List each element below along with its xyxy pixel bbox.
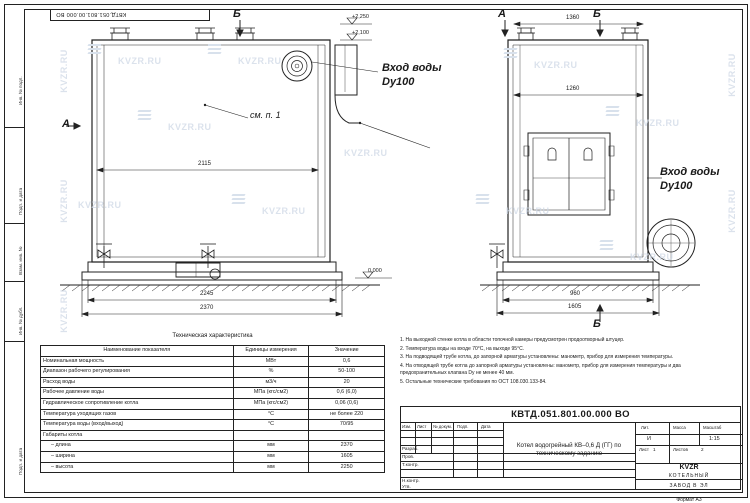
spec-value: 70/95 [309,420,385,431]
table-row [41,356,385,367]
spec-name: Габариты котла [41,430,234,441]
sheet-label: Лист [639,447,649,452]
watermark: KVZR.RU [262,206,306,216]
product-title: Котел водогрейный КВ–0,6 Д (ГГ) по техническому заданию [516,442,622,457]
head-mass: Масса [673,425,686,430]
watermark: KVZR.RU [630,252,674,262]
spec-unit [233,430,309,441]
inlet-water-dn-right: Dy100 [660,180,693,192]
table-row [41,367,385,378]
table-row [41,398,385,409]
col-list: Лист [417,424,427,429]
dim-1605: 1605 [568,304,582,310]
margin-label-2: Взам. инв. № [18,246,23,275]
spec-unit: °С [233,409,309,420]
spec-unit: % [233,367,309,378]
watermark: KVZR.RU [636,118,680,128]
inlet-water-label-right: Вход воды [660,166,720,178]
note-4: 4. На отводящей трубе котла до запорной арматуры установлены: манометр, прибор для измерения температуры и два предохранительных клапана Dy не менее 40 мм. [400,362,681,377]
spec-value: 20 [309,377,385,388]
title-block [400,406,741,503]
watermark: KVZR.RU [534,60,578,70]
table-row [41,441,385,452]
spec-name: – длина [41,441,234,452]
head-scale: Масштаб [703,425,722,430]
value-scale: 1:15 [709,436,720,442]
spec-value: 0,6 (6,0) [309,388,385,399]
dim-2115: 2115 [198,161,211,167]
watermark: KVZR.RU [118,56,162,66]
margin-label-3: Инв. № дубл. [18,306,23,335]
technical-notes [400,337,700,388]
spec-value: 1605 [309,451,385,462]
role-utv: Утв. [402,484,411,489]
sheet-no: 1 [653,447,656,452]
role-prov: Пров. [402,454,415,459]
inlet-water-label-left: Вход воды [382,62,442,74]
format-block [637,497,741,503]
role-razrab: Разраб. [402,446,419,451]
spec-unit: мм [233,462,309,473]
spec-unit: м3/ч [233,377,309,388]
table-row [41,430,385,441]
dim-1260: 1260 [566,86,580,92]
left-view-marker-a: А [62,118,70,130]
watermark: KVZR.RU [168,122,212,132]
col-data: Дата [481,424,491,429]
spec-name: Рабочее давление воды [41,388,234,399]
right-view-marker-b-top: Б [593,8,601,20]
watermark: KVZR.RU [58,289,69,333]
spec-name: – высота [41,462,234,473]
spec-name: Диапазон рабочего регулирования [41,367,234,378]
note-3: 3. На подводящей трубе котла, до запорной арматуры установлены: манометр, прибор для измерения температуры. [400,354,674,361]
format-label: Формат [676,497,695,503]
table-row [41,451,385,462]
top-designation-text: КВТД.051.801.00.000 ВО [56,11,127,17]
watermark: KVZR.RU [58,49,69,93]
organization-block [637,463,741,491]
elevation-0000: 0,000 [368,268,382,274]
margin-label-4: Подп. и дата [18,447,23,475]
watermark: KVZR.RU [344,148,388,158]
spec-value: не более 220 [309,409,385,420]
title-block-body [400,423,741,503]
value-lit: И [647,436,651,442]
watermark: KVZR.RU [238,56,282,66]
spec-title: Техническая характеристика [172,333,253,339]
note-see-item-1: см. п. 1 [250,110,281,120]
dim-2245: 2245 [200,291,214,297]
table-row [41,377,385,388]
spec-header-name: Наименование показателя [41,346,234,357]
spec-unit: МВт [233,356,309,367]
spec-unit: мм [233,441,309,452]
watermark: KVZR.RU [58,179,69,223]
left-view-marker-b: Б [233,8,241,20]
table-row [41,388,385,399]
drawing-designation: КВТД.051.801.00.000 ВО [400,406,741,423]
elevation-2250: +2,250 [352,14,369,20]
role-tkontr: Т.контр. [402,462,419,467]
note-5: 5. Остальные технические требования по ОСТ 108.030.133-84. [400,378,547,385]
spec-unit: МПа (кгс/см2) [233,388,309,399]
watermark: KVZR.RU [78,200,122,210]
spec-value: 2250 [309,462,385,473]
dim-2370: 2370 [200,305,214,311]
spec-unit: МПа (кгс/см2) [233,398,309,409]
col-izm: Изм. [402,424,412,429]
org-sub2: ЗАВОД [669,483,692,489]
right-view-marker-b-bottom: Б [593,318,601,330]
table-header-row [41,346,385,357]
spec-name: – ширина [41,451,234,462]
format-value: А3 [695,497,702,503]
spec-name: Гидравлическое сопротивление котла [41,398,234,409]
spec-table [40,345,385,473]
watermark: KVZR.RU [506,206,550,216]
spec-value [309,430,385,441]
table-row [41,420,385,431]
head-lit: Лит. [641,425,649,430]
table-row [41,409,385,420]
sheets-label: Листов [673,447,688,452]
spec-header-value: Значение [309,346,385,357]
note-1: 1. На выходной стенке котла в области топочной камеры предусмотрен продоотворный штуцер. [400,337,625,343]
org-name: KVZR [679,464,699,471]
spec-value: 0,06 (0,6) [309,398,385,409]
elevation-2100: +2,100 [352,30,369,36]
role-nkontr: Н.контр. [402,478,420,483]
watermark: KVZR.RU [726,189,737,233]
spec-value: 0,6 [309,356,385,367]
dim-960: 960 [570,291,581,297]
margin-label-0: Инв. № подл. [18,76,23,105]
spec-value: 2370 [309,441,385,452]
spec-header-unit: Единицы измерения [233,346,309,357]
org-sub3: В ЭЛ [693,483,709,489]
right-view-marker-a: А [498,8,506,20]
col-podp: Подп. [457,424,469,429]
spec-unit: °С [233,420,309,431]
dim-1360: 1360 [566,15,580,21]
org-sub1: КОТЕЛЬНЫЙ [668,473,710,479]
col-docum: № докум. [433,424,452,429]
technical-characteristics-table [40,333,385,473]
margin-label-1: Подп. и дата [18,187,23,215]
spec-unit: мм [233,451,309,462]
watermark: KVZR.RU [726,53,737,97]
spec-name: Температура воды (вход/выход) [41,420,234,431]
spec-name: Температура уходящих газов [41,409,234,420]
spec-name: Расход воды [41,377,234,388]
spec-name: Номинальная мощность [41,356,234,367]
note-2: 2. Температура воды на входе 70°С, на выходе 95°С. [400,345,525,352]
spec-value: 50-100 [309,367,385,378]
table-row [41,462,385,473]
inlet-water-dn-left: Dy100 [382,76,415,88]
sheets-no: 2 [701,447,704,452]
